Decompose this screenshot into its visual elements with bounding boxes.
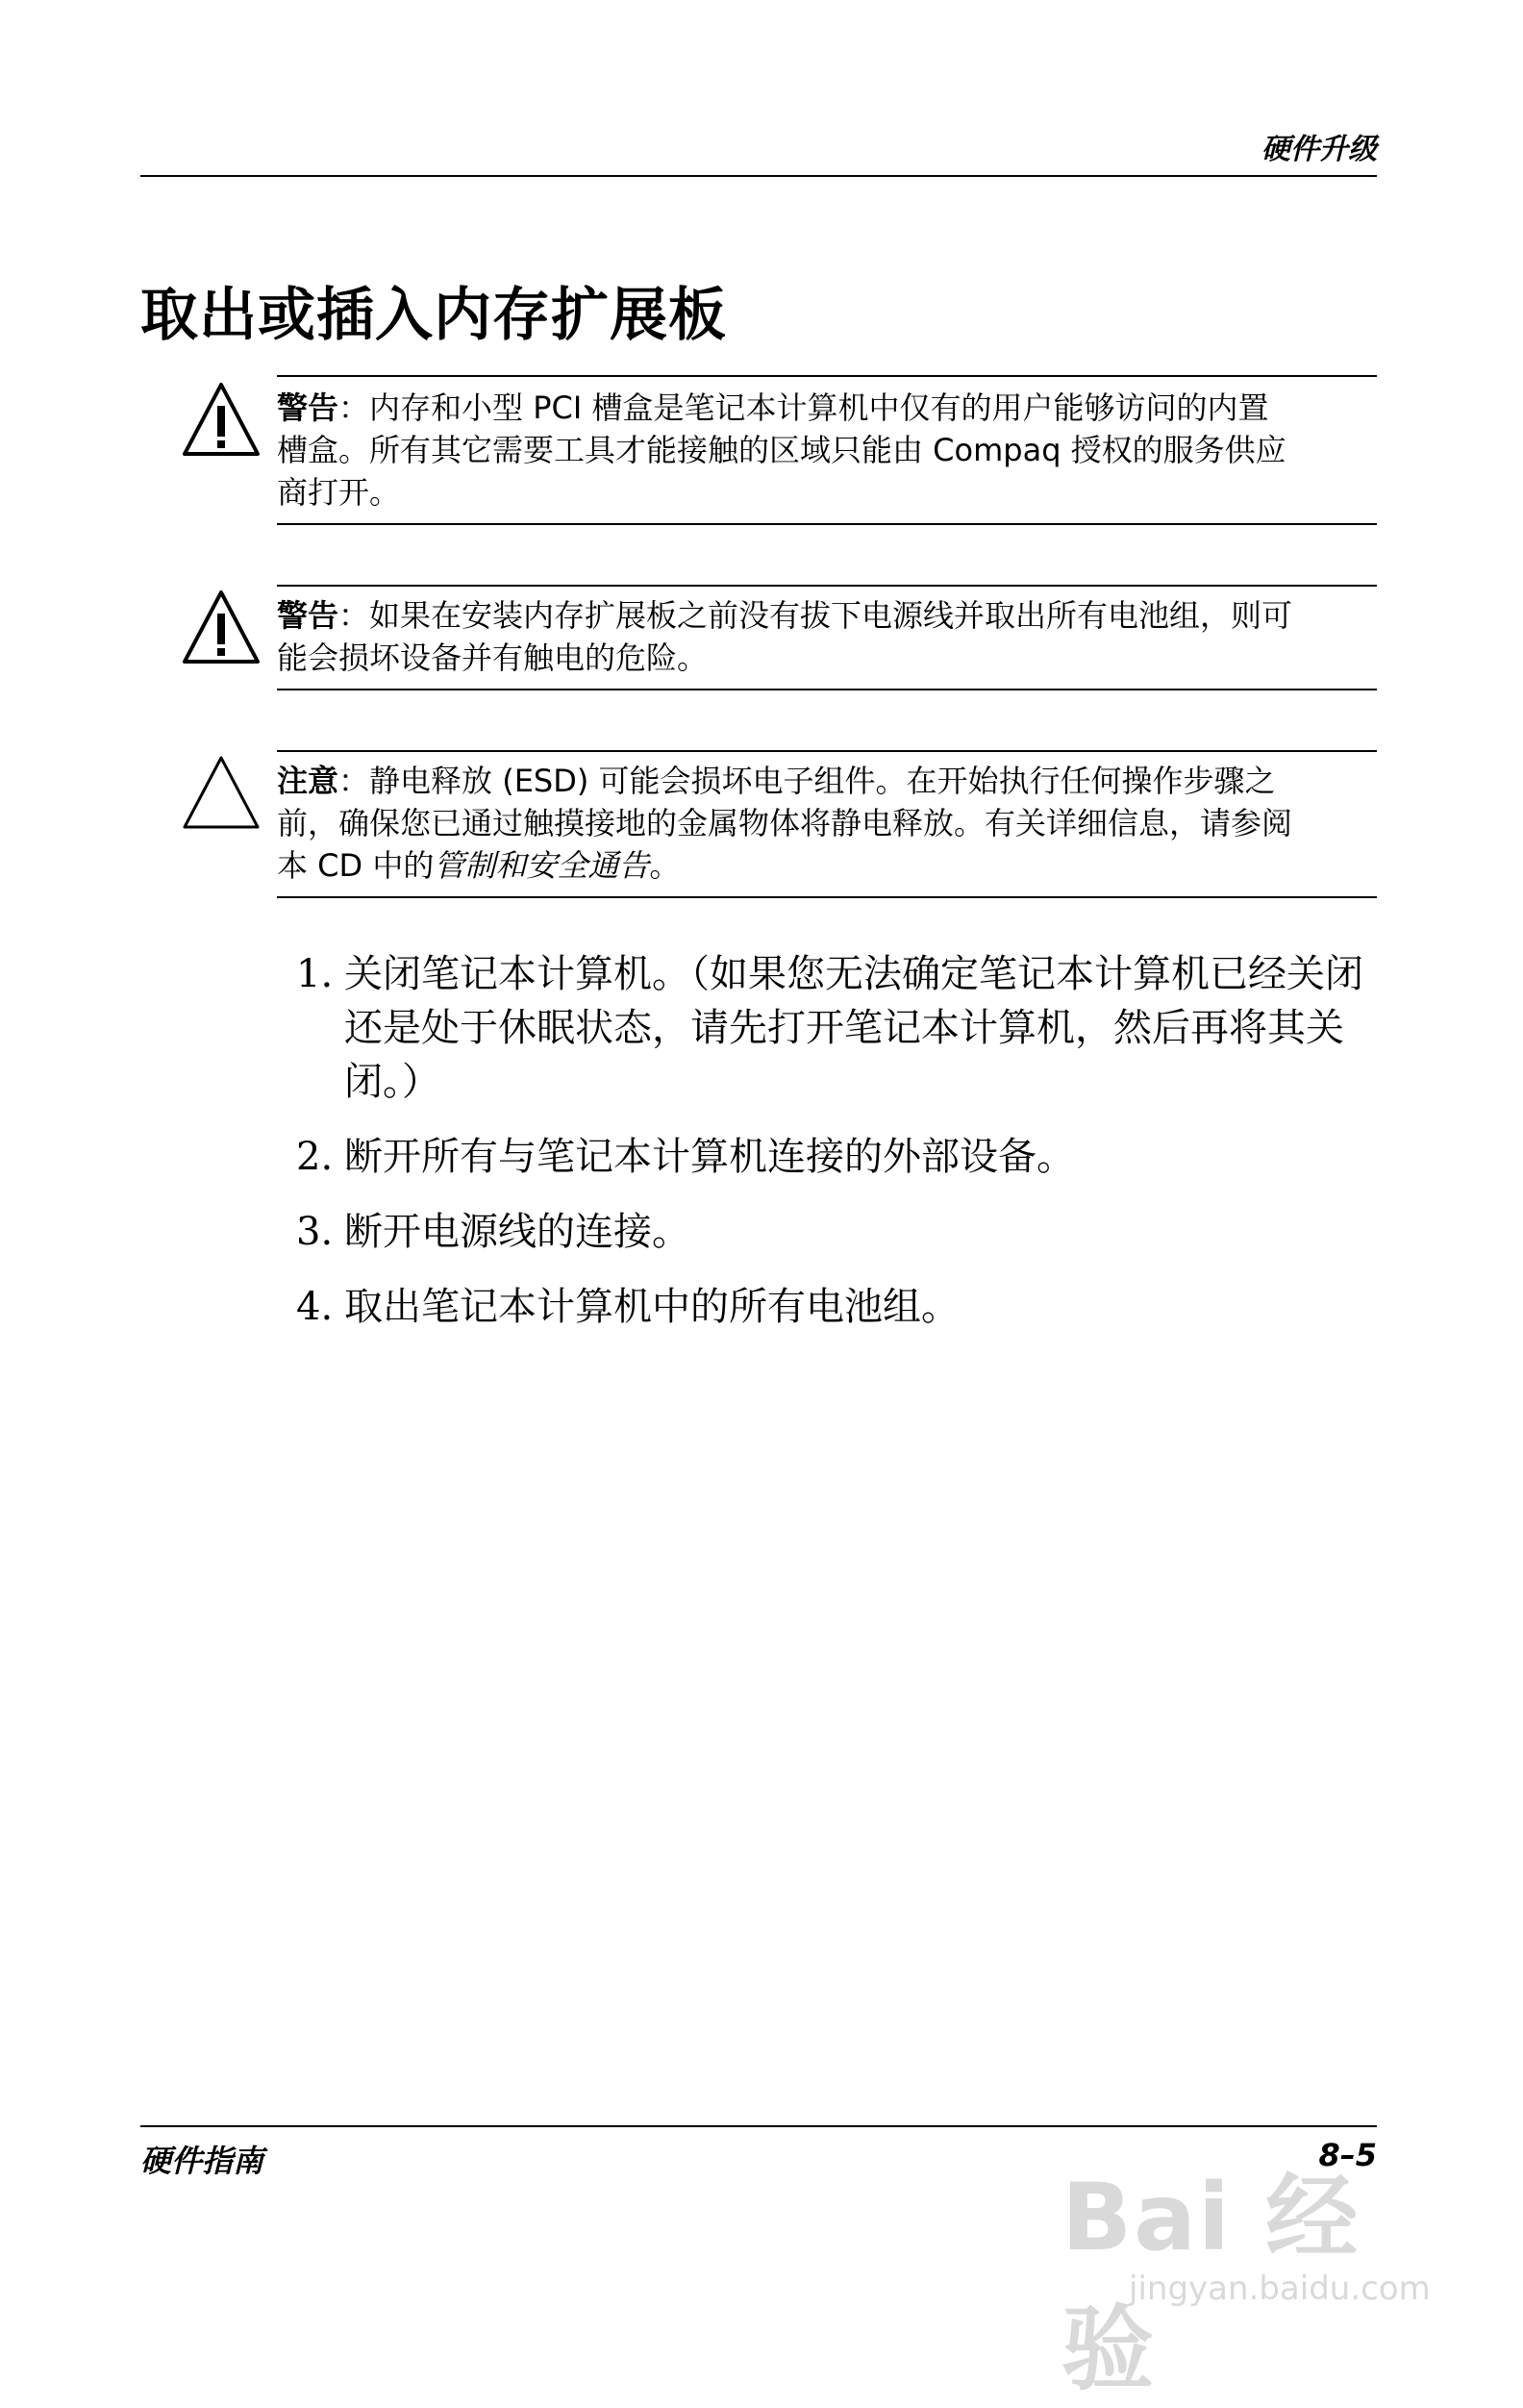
caution-notice <box>277 760 1296 887</box>
warning-notice <box>277 594 1296 679</box>
notice-rule-bottom <box>277 689 1377 690</box>
step-item <box>296 1280 1373 1334</box>
notice-body: 静电释放 (ESD) 可能会损坏电子组件。在开始执行任何操作步骤之前，确保您已通过触摸接地的金属物体将静电释放。有关详细信息，请参阅本 CD 中的 <box>277 763 1293 884</box>
step-number: 1. <box>296 952 334 996</box>
notice-label: 警告 <box>277 597 339 634</box>
step-text: 关闭笔记本计算机。（如果您无法确定笔记本计算机已经关闭还是处于休眠状态，请先打开笔记本计算机，然后再将其关闭。） <box>344 952 1363 1104</box>
header-rule <box>140 175 1377 177</box>
notice-separator: ： <box>338 597 370 634</box>
notice-separator: ： <box>338 389 370 426</box>
notice-label: 警告 <box>277 389 339 426</box>
notice-rule-bottom <box>277 523 1377 525</box>
notice-end: 。 <box>649 847 681 884</box>
notice-rule-bottom <box>277 896 1377 898</box>
step-number: 2. <box>296 1135 334 1179</box>
warning-icon <box>181 381 262 458</box>
caution-icon <box>181 754 262 831</box>
running-header: 硬件升级 <box>1261 133 1377 166</box>
step-text: 断开所有与笔记本计算机连接的外部设备。 <box>344 1135 1075 1179</box>
watermark <box>1061 2106 1431 2403</box>
notice-rule-top <box>277 585 1377 587</box>
step-item <box>296 947 1373 1109</box>
step-item <box>296 1205 1373 1259</box>
notice-label: 注意 <box>277 763 339 799</box>
step-item <box>296 1130 1373 1184</box>
procedure-steps <box>296 947 1373 1355</box>
warning-icon <box>181 589 262 665</box>
step-text: 断开电源线的连接。 <box>344 1210 690 1254</box>
watermark-logo: Bai 经验 <box>1061 2164 1361 2403</box>
page-number: 8–5 <box>1318 2137 1377 2173</box>
notice-body: 内存和小型 PCI 槽盒是笔记本计算机中仅有的用户能够访问的内置槽盒。所有其它需要工具才能接触的区域只能由 Compaq 授权的服务供应商打开。 <box>277 389 1286 511</box>
warning-notice <box>277 387 1296 514</box>
notice-rule-top <box>277 750 1377 752</box>
step-number: 4. <box>296 1285 334 1329</box>
step-text: 取出笔记本计算机中的所有电池组。 <box>344 1285 960 1329</box>
step-number: 3. <box>296 1210 334 1254</box>
footer-doc-title: 硬件指南 <box>140 2143 264 2179</box>
notice-rule-top <box>277 375 1377 377</box>
document-reference: 管制和安全通告 <box>434 847 650 884</box>
watermark-url: jingyan.baidu.com <box>1129 2270 1431 2308</box>
page-title: 取出或插入内存扩展板 <box>140 282 727 349</box>
notice-body: 如果在安装内存扩展板之前没有拔下电源线并取出所有电池组，则可能会损坏设备并有触电的危险。 <box>277 597 1293 676</box>
notice-separator: ： <box>338 763 370 799</box>
